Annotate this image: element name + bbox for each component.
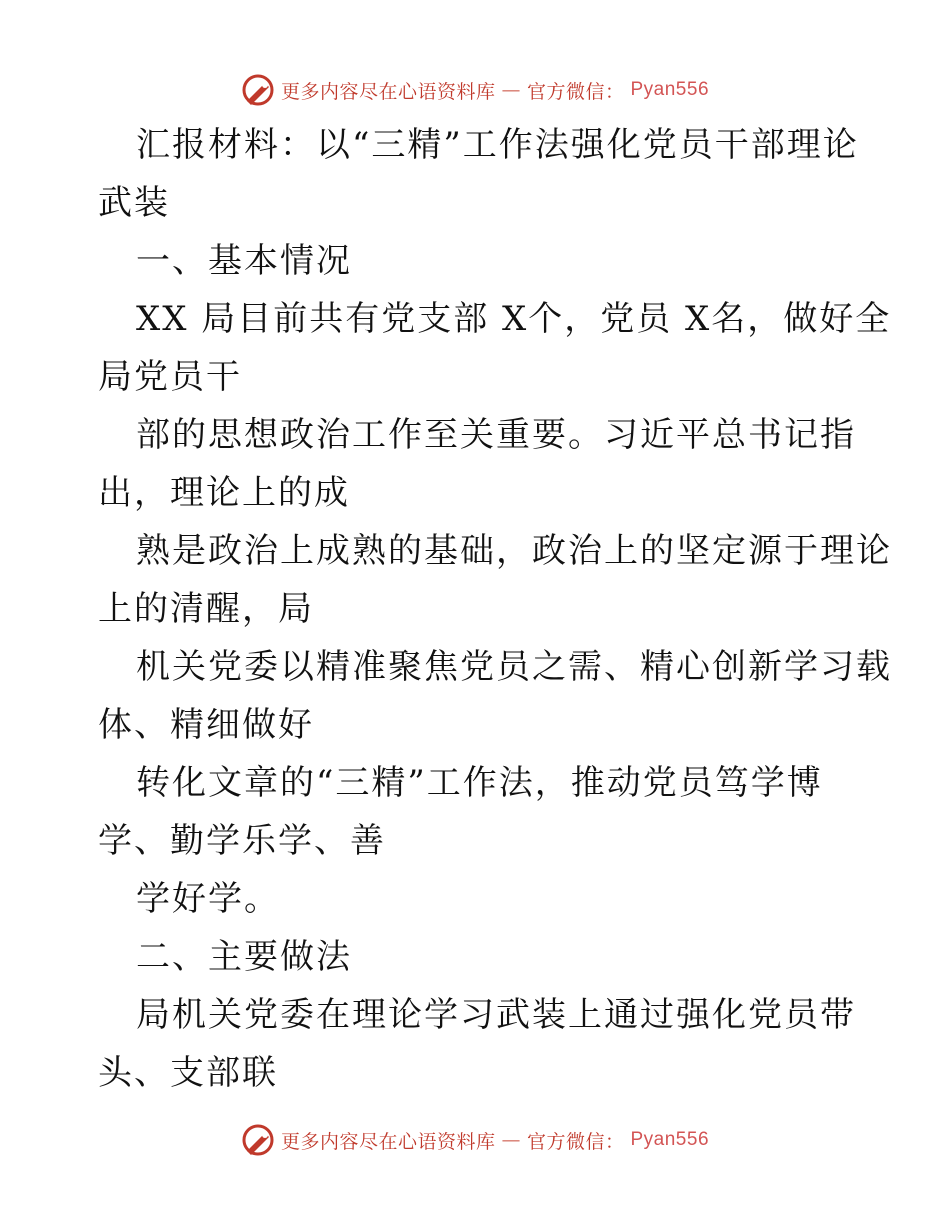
text-line: 一、基本情况 [136,241,352,281]
text-line: 上的清醒，局 [98,589,314,629]
text-line: 武装 [98,183,170,223]
banner-wechat-id: Pyan556 [630,79,710,100]
banner-wechat-label: 官方微信： [526,1130,625,1153]
text-line: 机关党委以精准聚焦党员之需、精心创新学习载 [136,647,892,687]
text-line: 部的思想政治工作至关重要。习近平总书记指 [136,415,856,455]
text-line: 体、精细做好 [98,705,314,745]
text-line: 转化文章的“三精”工作法，推动党员笃学博 [136,763,823,803]
banner-wechat-id: Pyan556 [630,1129,710,1150]
header-banner [0,70,950,110]
text-line: 学好学。 [136,879,280,919]
text-line: 出，理论上的成 [98,473,350,513]
banner-title: 更多内容尽在心语资料库 [280,80,496,103]
banner-separator: — [501,79,521,101]
pen-logo-icon [241,73,275,107]
text-line: 局党员干 [98,357,242,397]
pen-logo-icon [241,1123,275,1157]
text-line: 局机关党委在理论学习武装上通过强化党员带 [136,995,856,1035]
document-body [98,116,892,1102]
banner-title: 更多内容尽在心语资料库 [280,1130,496,1153]
footer-banner [0,1120,950,1160]
text-line: 二、主要做法 [136,937,352,977]
banner-wechat-label: 官方微信： [526,80,625,103]
text-line: 学、勤学乐学、善 [98,821,386,861]
text-line: XX 局目前共有党支部 X个，党员 X名，做好全 [136,299,892,339]
text-line: 熟是政治上成熟的基础，政治上的坚定源于理论 [136,531,892,571]
text-line: 头、支部联 [98,1053,278,1093]
text-line: 汇报材料：以“三精”工作法强化党员干部理论 [136,125,859,165]
banner-separator: — [501,1129,521,1151]
